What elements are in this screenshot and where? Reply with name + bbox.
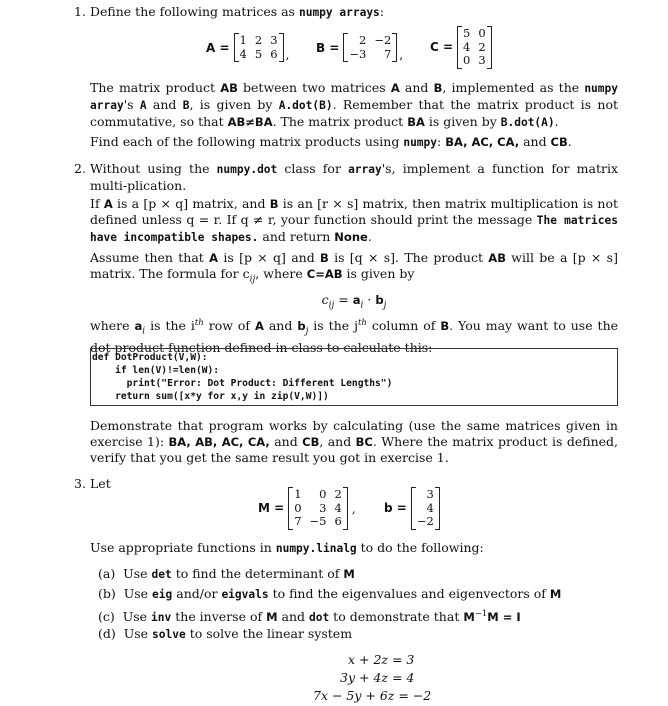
- question-3-paragraph-1: Use appropriate functions in numpy.linalg to do the following:: [90, 540, 484, 555]
- matrix-m-table-cell: 1: [294, 487, 302, 501]
- vector-b-table-cell: 3: [426, 487, 434, 501]
- question-2-paragraph-5: Demonstrate that program works by calculating (use the same matrices given in exercise 1): BA, AB, AC, CA, and CB, and BC. Where the matrix product is defined, verify that you get the same result you got in exercise 1.: [90, 418, 618, 465]
- code-line: def DotProduct(V,W):: [92, 352, 208, 363]
- vector-b-table-row: [413, 515, 438, 529]
- matrix-c: C = 5 0 4 2 0 3: [430, 26, 492, 69]
- list-item-b: (b) Use eig and/or eigvals to find the eigenvalues and eigenvectors of M: [98, 586, 562, 601]
- matrix-m-table-cell: 4: [334, 500, 342, 515]
- matrix-a-table-row: [236, 34, 282, 48]
- matrix-b-table-cell: −3: [349, 46, 367, 61]
- matrix-b-table: [345, 34, 395, 61]
- question-1-intro: Define the following matrices as numpy arrays:: [90, 4, 385, 19]
- matrix-a: A = 1 2 3 4 5 6 ,: [206, 33, 290, 62]
- question-2-paragraph-3: Assume then that A is [p × q] and B is [q × s]. The product AB will be a [p × s] matrix. The formula for $c_{ij}$, where C=AB is given by: [90, 250, 618, 285]
- list-item-a: (a) Use det to find the determinant of M: [98, 566, 355, 581]
- vector-b-table-cell: 4: [426, 500, 434, 515]
- matrix-c-table-row: [459, 27, 490, 41]
- code-block: [90, 348, 618, 406]
- question-2-paragraph-4: where $a_i$ is the $i^{th}$ row of A and $b_j$ is the $j^{th}$ column of B. You may want to use the dot product function defined in class to calculate this:: [90, 318, 619, 355]
- code-line: if len(V)!=len(W):: [92, 365, 220, 376]
- matrix-c-table-cell: 5: [463, 26, 471, 40]
- system-equation-1: x + 2z = 3: [348, 652, 415, 667]
- vector-b-table-row: [413, 488, 438, 502]
- matrix-c-table-row: [459, 54, 490, 68]
- question-1-paragraph-2: Find each of the following matrix products using numpy: BA, AC, CA, and CB.: [90, 134, 572, 149]
- matrix-m-table-cell: 0: [294, 500, 302, 515]
- matrix-a-table: [236, 34, 282, 61]
- matrix-c-table-row: [459, 41, 490, 55]
- matrix-c-table-cell: 2: [478, 39, 486, 54]
- matrix-m-table-cell: 6: [334, 514, 342, 528]
- matrix-a-table-cell: 4: [239, 46, 247, 61]
- matrix-c-table-cell: 0: [463, 53, 471, 67]
- matrix-a-table-cell: 3: [270, 33, 278, 47]
- matrix-m: M = 1 0 2 0 3 4 7 −5 6 ,: [258, 487, 356, 528]
- question-2-number: 2.: [74, 161, 86, 176]
- matrix-m-table-cell: 7: [294, 514, 302, 528]
- matrix-a-table-cell: 1: [239, 33, 247, 47]
- matrix-b: B = 2 −2 −3 7 ,: [316, 33, 404, 62]
- matrix-m-table-row: [290, 502, 346, 516]
- matrix-b-table-cell: 7: [383, 46, 392, 61]
- question-2-paragraph-2: If A is a [p × q] matrix, and B is an [r × s] matrix, then matrix multiplication is not defined unless q = r. If q ≠ r, your function should print the message The matrices have incompatible shapes. and return None.: [90, 196, 618, 244]
- matrix-m-table-cell: 2: [334, 487, 342, 501]
- matrix-c-table-cell: 0: [478, 26, 486, 40]
- matrix-m-table-row: [290, 488, 346, 502]
- matrix-a-table-cell: 6: [270, 46, 278, 61]
- question-1-paragraph-1: The matrix product AB between two matrices A and B, implemented as the numpy array's A and B, is given by A.dot(B). Remember that the matrix product is not commutative, so that AB≠BA. The matrix product BA is given by B.dot(A).: [90, 80, 618, 129]
- list-item-c: (c) Use inv the inverse of M and dot to demonstrate that $M^{-1}M = I$: [98, 609, 521, 625]
- matrix-a-table-cell: 5: [254, 46, 263, 61]
- matrix-b-table-row: [345, 34, 395, 48]
- code-line: return sum([x*y for x,y in zip(V,W)]): [92, 391, 329, 402]
- matrix-c-table-cell: 3: [478, 53, 486, 67]
- vector-b-table-row: [413, 502, 438, 516]
- matrix-m-table-row: [290, 515, 346, 529]
- matrix-m-table: [290, 488, 346, 529]
- matrix-m-table-cell: 0: [319, 487, 327, 501]
- code-line: print("Error: Dot Product: Different Lengths"): [92, 378, 393, 389]
- matrix-m-table-cell: −5: [309, 514, 327, 528]
- question-3-intro: Let: [90, 476, 111, 491]
- vector-b: b = 3 4 −2: [384, 487, 440, 530]
- list-item-d: (d) Use solve to solve the linear system: [98, 626, 353, 641]
- matrix-m-table-cell: 3: [319, 500, 327, 515]
- question-1-number: 1.: [74, 4, 86, 19]
- matrix-a-table-cell: 2: [254, 33, 263, 47]
- system-equation-2: 3y + 4z = 4: [340, 670, 415, 685]
- matrix-a-table-row: [236, 48, 282, 62]
- vector-b-table-cell: −2: [416, 514, 434, 528]
- matrix-c-table-cell: 4: [463, 39, 471, 54]
- system-equation-3: 7x − 5y + 6z = −2: [313, 688, 432, 703]
- matrix-b-table-row: [345, 48, 395, 62]
- matrix-c-table: [459, 27, 490, 68]
- question-3-number: 3.: [74, 476, 86, 491]
- matrix-b-table-cell: 2: [359, 33, 367, 47]
- question-2-paragraph-1: Without using the numpy.dot class for array's, implement a function for matrix multi-plication.: [90, 161, 619, 193]
- matrix-b-table-cell: −2: [374, 33, 392, 47]
- dot-product-formula: $c_{ij} = a_i \cdot b_j$: [321, 292, 387, 311]
- vector-b-table: [413, 488, 438, 529]
